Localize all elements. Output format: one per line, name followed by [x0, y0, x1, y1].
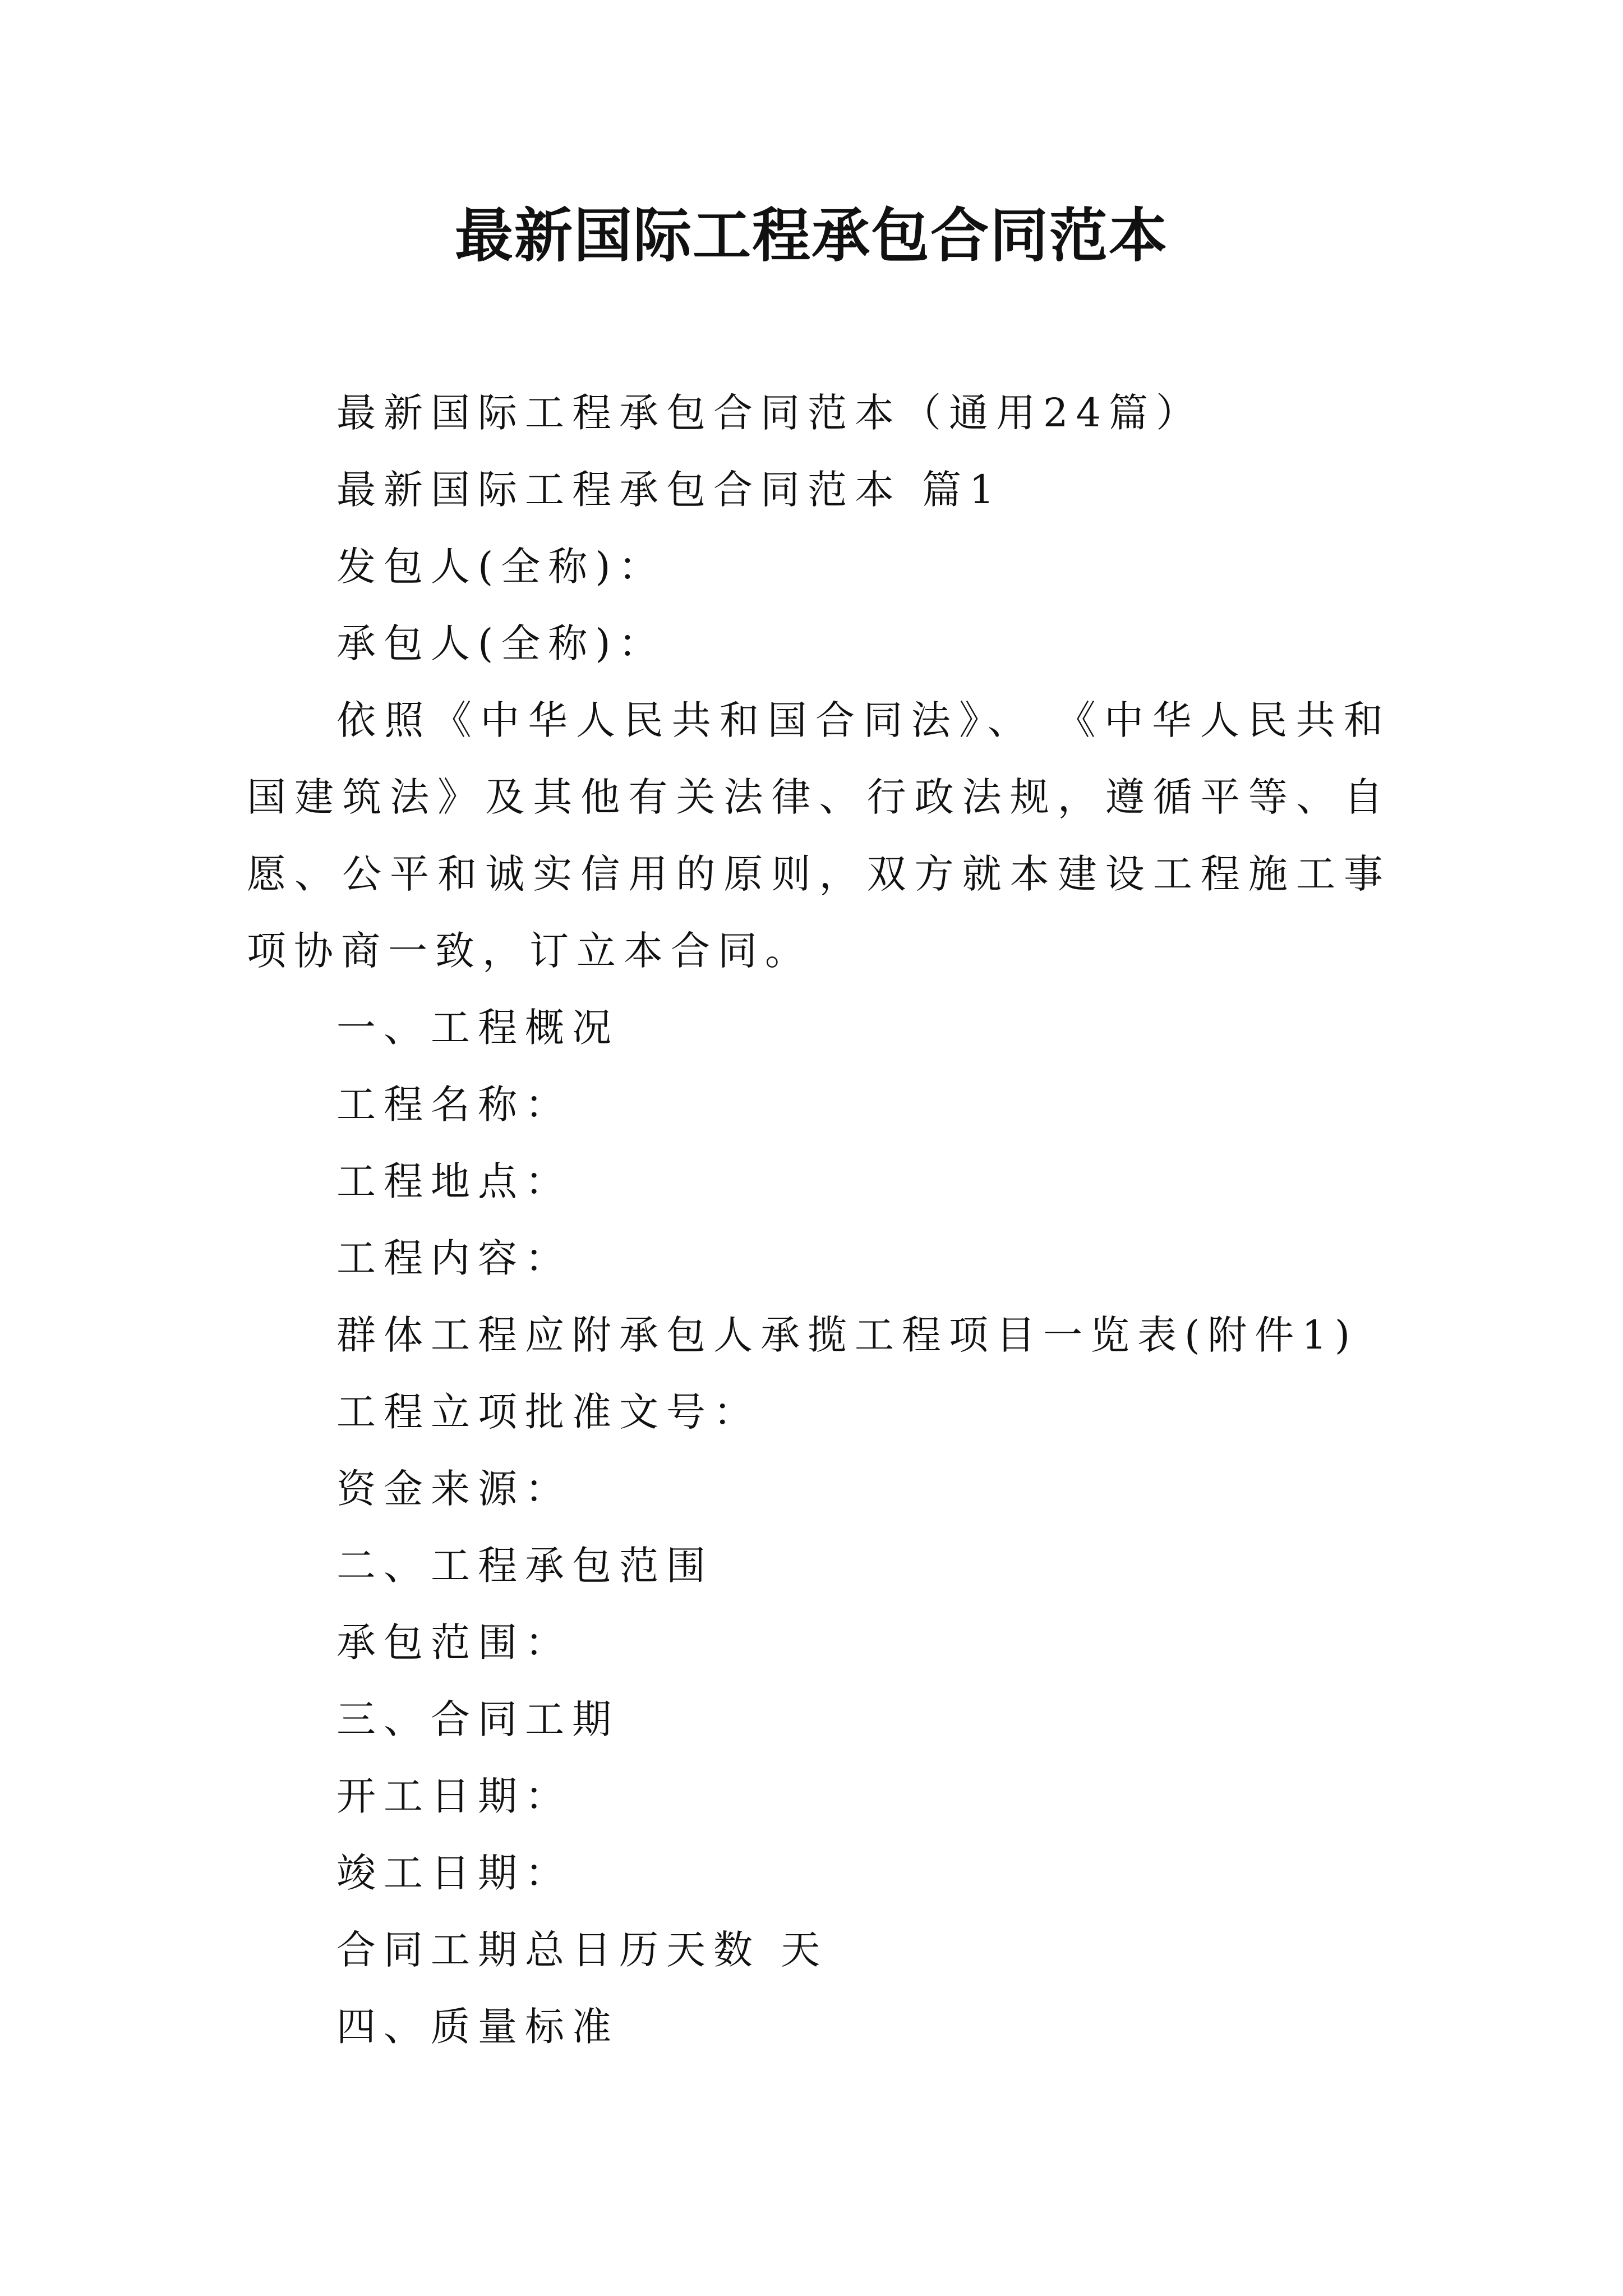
paragraph-contractor: 承包人(全称)：: [336, 620, 666, 666]
paragraph-heading-1: 一、工程概况: [336, 1005, 619, 1051]
paragraph-completion-date: 竣工日期：: [336, 1850, 572, 1896]
paragraph-heading-2: 二、工程承包范围: [336, 1543, 713, 1589]
page-title: 最新国际工程承包合同范本: [454, 201, 1168, 270]
paragraph-section-heading: 最新国际工程承包合同范本 篇1: [336, 467, 1002, 513]
paragraph-project-name: 工程名称：: [336, 1082, 572, 1128]
paragraph-scope: 承包范围：: [336, 1619, 572, 1665]
document-body: [247, 375, 1391, 2065]
paragraph-employer: 发包人(全称)：: [336, 544, 666, 590]
paragraph-approval-number: 工程立项批准文号：: [336, 1389, 760, 1435]
paragraph-heading-4: 四、质量标准: [336, 2004, 619, 2050]
paragraph-preamble: 依照《中华人民共和国合同法》、 《中华人民共和国建筑法》及其他有关法律、行政法规，遵循平等、自愿、公平和诚实信用的原则，双方就本建设工程施工事项协商一致，订立本合同。: [247, 697, 1391, 974]
paragraph-heading-3: 三、合同工期: [336, 1696, 619, 1742]
paragraph-attachment-note: 群体工程应附承包人承揽工程项目一览表(附件1): [336, 1312, 1358, 1358]
paragraph-total-days: 合同工期总日历天数 天: [336, 1927, 828, 1973]
paragraph-funding-source: 资金来源：: [336, 1466, 572, 1512]
paragraph-project-location: 工程地点：: [336, 1158, 572, 1204]
paragraph-project-content: 工程内容：: [336, 1235, 572, 1281]
paragraph-subtitle: 最新国际工程承包合同范本（通用24篇）: [336, 390, 1204, 436]
paragraph-start-date: 开工日期：: [336, 1773, 572, 1819]
